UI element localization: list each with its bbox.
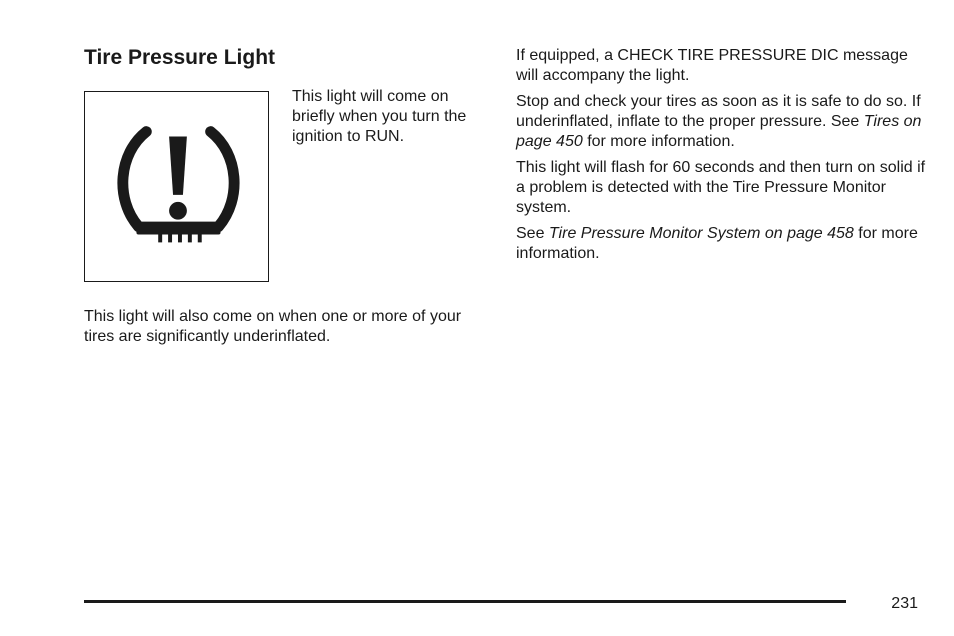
stop-check-paragraph [516, 92, 926, 152]
see-after-text: for more information. [516, 225, 918, 262]
underinflated-paragraph: This light will also come on when one or more of your tires are significantly underinflated. [84, 308, 462, 345]
page-number: 231 [891, 595, 918, 612]
section-title: Tire Pressure Light [84, 46, 276, 69]
tire-pressure-warning-icon [85, 92, 268, 281]
footer-rule [84, 600, 846, 603]
stop-check-text: Stop and check your tires as soon as it is safe to do so. If underinflated, inflate to the proper pressure. See [516, 93, 921, 130]
see-prefix-text: See [516, 225, 545, 242]
tire-pressure-light-illustration [84, 91, 269, 282]
see-also-paragraph [516, 224, 926, 264]
flash-paragraph: This light will flash for 60 seconds and then turn on solid if a problem is detected with the Tire Pressure Monitor system. [516, 159, 926, 216]
stop-check-after-text: for more information. [587, 133, 735, 150]
dic-message-paragraph: If equipped, a CHECK TIRE PRESSURE DIC message will accompany the light. [516, 47, 908, 84]
tires-page-reference: Tires on page 450 [516, 113, 922, 150]
right-column [516, 46, 926, 270]
tpms-page-reference: Tire Pressure Monitor System on page 458 [548, 225, 854, 242]
intro-paragraph: This light will come on briefly when you turn the ignition to RUN. [292, 88, 467, 145]
